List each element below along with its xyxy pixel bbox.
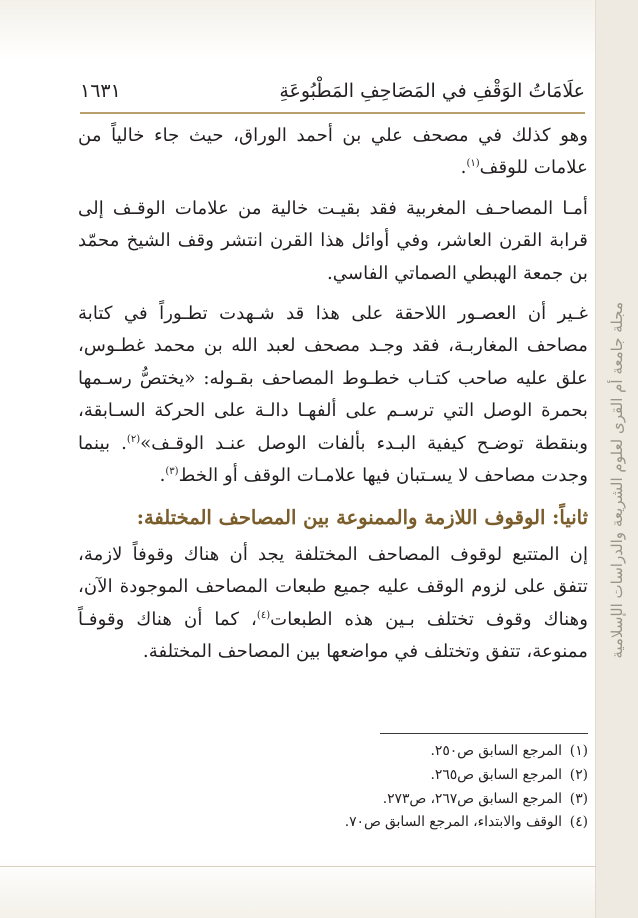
page-number: ١٦٣١ bbox=[80, 80, 121, 102]
footnote-text: المرجع السابق ص٢٥٠. bbox=[430, 743, 562, 759]
footnote-3 bbox=[280, 788, 588, 812]
paragraph-1-text: وهو كذلك في مصحف علي بن أحمد الوراق، حيث جاء خالياً من علامات للوقف bbox=[78, 125, 588, 179]
footnote-text: المرجع السابق ص٢٦٧، ص٢٧٣. bbox=[382, 790, 562, 807]
header-rule bbox=[80, 112, 585, 114]
paragraph-4-tail: ، كما أن هناك وقوفـاً ممنوعة، تتفق وتختلف في مواضعها بين المصاحف المختلفة. bbox=[78, 608, 588, 663]
footnote-1 bbox=[280, 740, 588, 764]
footnote-text: المرجع السابق ص٢٦٥. bbox=[430, 766, 562, 783]
paragraph-2 bbox=[78, 193, 588, 290]
footnote-4 bbox=[280, 811, 588, 835]
running-title: علَامَاتُ الوَقْفِ في المَصَاحِفِ المَطْبُوعَةِ bbox=[279, 80, 585, 102]
footnote-separator bbox=[380, 733, 588, 734]
footnote-number: (١) bbox=[569, 743, 588, 759]
paragraph-2-text: أمـا المصاحـف المغربية فقد بقيـت خالية من علامات الوقـف إلى قرابة القرن العاشر، وفي أوائل هذا القرن انتشر وقف الشيخ محمّد بن جمعة الهبطي الصماتي الفاسي. bbox=[78, 197, 588, 284]
footnote-2 bbox=[280, 764, 588, 788]
paragraph-3 bbox=[78, 298, 588, 492]
paragraph-3-text: غـير أن العصـور اللاحقة على هذا قد شـهدت تطـوراً في كتابة مصاحف المغاربـة، فقد وجـد مصحف لعبد الله بن محمد غطـوس، علق عليه صاحب كتـاب خطـوط المصاحف بقـوله: «يختصُّ رسـمها بحمرة الوصل التي ترسـم على ألفهـا دالـة على الحركة السـابقة، وبنقطة توضـح كيفية البـدء بألفات الوصل عنـد الوقـف» bbox=[78, 303, 588, 454]
bottom-rule bbox=[0, 866, 596, 867]
footnote-ref-2[interactable]: (٢) bbox=[126, 433, 141, 445]
section-heading: ثانياً: الوقوف اللازمة والممنوعة بين المصاحف المختلفة: bbox=[136, 506, 588, 530]
footnote-number: (٤) bbox=[569, 814, 588, 831]
side-band-text-box bbox=[602, 301, 632, 659]
body-text bbox=[78, 120, 588, 669]
paragraph-1 bbox=[78, 120, 588, 185]
footnote-number: (٣) bbox=[569, 790, 588, 807]
footnotes bbox=[280, 740, 588, 835]
footnote-number: (٢) bbox=[569, 766, 588, 783]
side-band-text: مجلة جامعة أم القرى لعلوم الشريعة والدراسات الإسلامية bbox=[608, 301, 626, 659]
paragraph-4 bbox=[78, 539, 588, 669]
paragraph-4-text: إن المتتبع لوقوف المصاحف المختلفة يجد أن هناك وقوفاً لازمة، تتفق على لزوم الوقف عليه جميع طبعات المصاحف الموجودة الآن، وهناك وقوف تختلف بـين هذه الطبعات bbox=[78, 543, 588, 630]
paragraph-3-tail: . بينما وجدت مصاحف لا يسـتبان فيها علامـات الوقف أو الخط bbox=[78, 432, 588, 487]
footnote-text: الوقف والابتداء، المرجع السابق ص٧٠. bbox=[344, 814, 562, 831]
page-header bbox=[80, 74, 585, 108]
paragraph-1-tail: . bbox=[460, 157, 467, 179]
paragraph-3-end: . bbox=[159, 465, 166, 487]
side-band bbox=[595, 0, 638, 918]
footnote-ref-4[interactable]: (٤) bbox=[256, 609, 271, 621]
footnote-ref-3[interactable]: (٣) bbox=[165, 466, 179, 477]
footnote-ref-1[interactable]: (١) bbox=[466, 158, 480, 170]
